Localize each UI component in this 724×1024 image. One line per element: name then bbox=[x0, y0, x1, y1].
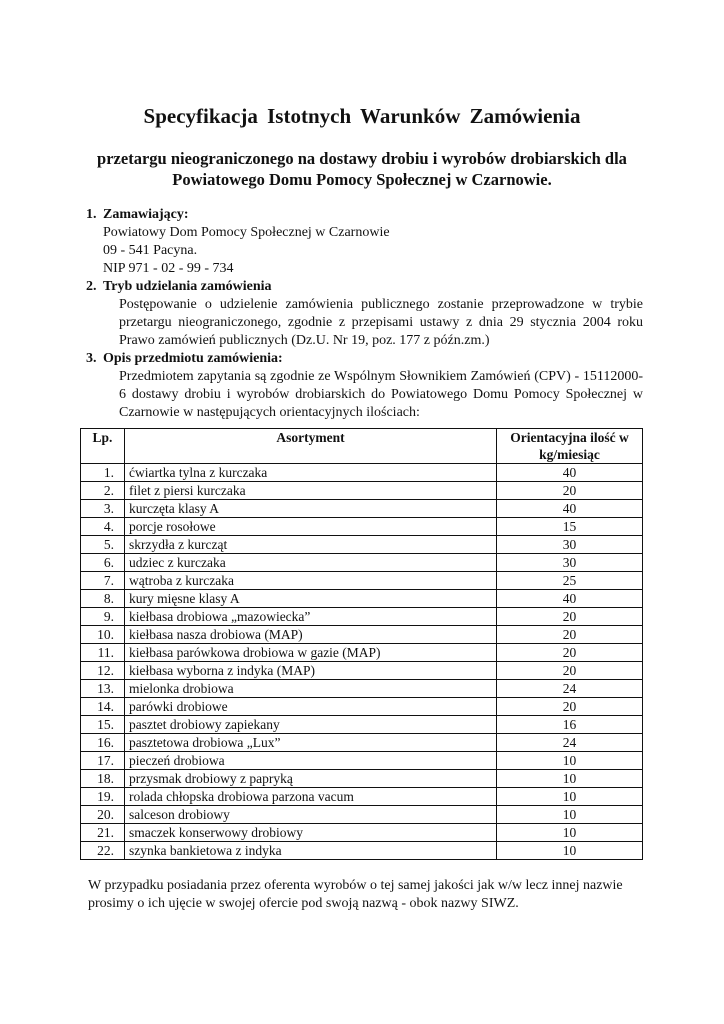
row-assortment: kury mięsne klasy A bbox=[125, 590, 497, 608]
row-assortment: kiełbasa wyborna z indyka (MAP) bbox=[125, 662, 497, 680]
table-row bbox=[81, 536, 643, 554]
row-assortment: ćwiartka tylna z kurczaka bbox=[125, 464, 497, 482]
row-number: 19. bbox=[81, 788, 125, 806]
row-assortment: pasztet drobiowy zapiekany bbox=[125, 716, 497, 734]
row-assortment: kiełbasa parówkowa drobiowa w gazie (MAP) bbox=[125, 644, 497, 662]
table-header-row bbox=[81, 429, 643, 464]
authority-address: 09 - 541 Pacyna. bbox=[103, 243, 198, 258]
row-number: 5. bbox=[81, 536, 125, 554]
row-number: 14. bbox=[81, 698, 125, 716]
row-assortment: smaczek konserwowy drobiowy bbox=[125, 824, 497, 842]
table-row bbox=[81, 716, 643, 734]
row-number: 1. bbox=[81, 464, 125, 482]
row-number: 17. bbox=[81, 752, 125, 770]
table-row bbox=[81, 662, 643, 680]
row-assortment: porcje rosołowe bbox=[125, 518, 497, 536]
row-number: 7. bbox=[81, 572, 125, 590]
row-quantity: 30 bbox=[497, 554, 643, 572]
row-quantity: 20 bbox=[497, 608, 643, 626]
row-quantity: 40 bbox=[497, 500, 643, 518]
row-assortment: parówki drobiowe bbox=[125, 698, 497, 716]
table-row bbox=[81, 572, 643, 590]
row-number: 8. bbox=[81, 590, 125, 608]
row-quantity: 10 bbox=[497, 806, 643, 824]
row-number: 2. bbox=[81, 482, 125, 500]
section-heading: Opis przedmiotu zamówienia: bbox=[103, 351, 283, 366]
table-row bbox=[81, 824, 643, 842]
header-lp: Lp. bbox=[81, 429, 125, 464]
section-number: 1. bbox=[86, 207, 97, 222]
table-row bbox=[81, 770, 643, 788]
row-number: 10. bbox=[81, 626, 125, 644]
row-quantity: 25 bbox=[497, 572, 643, 590]
row-assortment: przysmak drobiowy z papryką bbox=[125, 770, 497, 788]
section-contracting-authority bbox=[86, 206, 646, 278]
row-quantity: 24 bbox=[497, 734, 643, 752]
table-row bbox=[81, 734, 643, 752]
table-row bbox=[81, 482, 643, 500]
subtitle-line-2: Powiatowego Domu Pomocy Społecznej w Czarnowie. bbox=[172, 170, 552, 189]
header-quantity bbox=[497, 429, 643, 464]
row-assortment: pieczeń drobiowa bbox=[125, 752, 497, 770]
row-assortment: mielonka drobiowa bbox=[125, 680, 497, 698]
table-row bbox=[81, 518, 643, 536]
subtitle-line-1: przetargu nieograniczonego na dostawy drobiu i wyrobów drobiarskich dla bbox=[97, 149, 627, 168]
assortment-table bbox=[80, 428, 643, 860]
row-assortment: kurczęta klasy A bbox=[125, 500, 497, 518]
table-row bbox=[81, 554, 643, 572]
section-procedure-mode bbox=[86, 278, 643, 350]
table-row bbox=[81, 680, 643, 698]
table-row bbox=[81, 698, 643, 716]
row-number: 12. bbox=[81, 662, 125, 680]
row-assortment: pasztetowa drobiowa „Lux” bbox=[125, 734, 497, 752]
row-assortment: rolada chłopska drobiowa parzona vacum bbox=[125, 788, 497, 806]
table-row bbox=[81, 644, 643, 662]
row-number: 3. bbox=[81, 500, 125, 518]
section-heading: Tryb udzielania zamówienia bbox=[103, 279, 272, 294]
row-assortment: udziec z kurczaka bbox=[125, 554, 497, 572]
row-quantity: 30 bbox=[497, 536, 643, 554]
document-subtitle bbox=[70, 148, 654, 190]
row-quantity: 24 bbox=[497, 680, 643, 698]
table-row bbox=[81, 788, 643, 806]
row-number: 11. bbox=[81, 644, 125, 662]
row-number: 9. bbox=[81, 608, 125, 626]
row-number: 16. bbox=[81, 734, 125, 752]
table-row bbox=[81, 842, 643, 860]
row-assortment: szynka bankietowa z indyka bbox=[125, 842, 497, 860]
row-assortment: filet z piersi kurczaka bbox=[125, 482, 497, 500]
row-number: 15. bbox=[81, 716, 125, 734]
row-quantity: 20 bbox=[497, 698, 643, 716]
authority-nip: NIP 971 - 02 - 99 - 734 bbox=[103, 261, 234, 276]
section-number: 3. bbox=[86, 351, 97, 366]
row-assortment: kiełbasa drobiowa „mazowiecka” bbox=[125, 608, 497, 626]
row-number: 13. bbox=[81, 680, 125, 698]
row-assortment: skrzydła z kurcząt bbox=[125, 536, 497, 554]
row-number: 22. bbox=[81, 842, 125, 860]
row-number: 6. bbox=[81, 554, 125, 572]
row-quantity: 20 bbox=[497, 626, 643, 644]
table-row bbox=[81, 752, 643, 770]
row-quantity: 10 bbox=[497, 824, 643, 842]
table-row bbox=[81, 608, 643, 626]
row-assortment: wątroba z kurczaka bbox=[125, 572, 497, 590]
row-quantity: 20 bbox=[497, 662, 643, 680]
row-quantity: 40 bbox=[497, 590, 643, 608]
row-number: 20. bbox=[81, 806, 125, 824]
table-row bbox=[81, 464, 643, 482]
footer-note: W przypadku posiadania przez oferenta wyrobów o tej samej jakości jak w/w lecz innej nazwie prosimy o ich ujęcie w swojej ofercie pod swoją nazwą - obok nazwy SIWZ. bbox=[88, 878, 623, 911]
table-body bbox=[81, 464, 643, 860]
row-quantity: 20 bbox=[497, 482, 643, 500]
header-assortment: Asortyment bbox=[125, 429, 497, 464]
table-row bbox=[81, 590, 643, 608]
row-number: 21. bbox=[81, 824, 125, 842]
section-order-description bbox=[86, 350, 643, 422]
order-description-text: Przedmiotem zapytania są zgodnie ze Wspólnym Słownikiem Zamówień (CPV) - 15112000-6 dostawy drobiu i wyrobów drobiarskich do Powiatowego Domu Pomocy Społecznej w Czarnowie w następujących orientacyjnych ilościach: bbox=[119, 369, 643, 420]
header-quantity-line-1: Orientacyjna ilość w bbox=[510, 430, 629, 445]
document-title: Specyfikacja Istotnych Warunków Zamówienia bbox=[143, 104, 581, 128]
row-quantity: 10 bbox=[497, 770, 643, 788]
procedure-text: Postępowanie o udzielenie zamówienia publicznego zostanie przeprowadzone w trybie przetargu nieograniczonego, zgodnie z przepisami ustawy z dnia 29 stycznia 2004 roku Prawo zamówień publicznych (Dz.U. Nr 19, poz. 177 z późn.zm.) bbox=[119, 297, 643, 348]
row-quantity: 10 bbox=[497, 842, 643, 860]
header-quantity-line-2: kg/miesiąc bbox=[539, 447, 600, 462]
table-row bbox=[81, 500, 643, 518]
authority-name: Powiatowy Dom Pomocy Społecznej w Czarnowie bbox=[103, 225, 390, 240]
row-quantity: 10 bbox=[497, 788, 643, 806]
row-assortment: kiełbasa nasza drobiowa (MAP) bbox=[125, 626, 497, 644]
row-quantity: 20 bbox=[497, 644, 643, 662]
row-quantity: 10 bbox=[497, 752, 643, 770]
row-number: 4. bbox=[81, 518, 125, 536]
row-quantity: 16 bbox=[497, 716, 643, 734]
row-quantity: 15 bbox=[497, 518, 643, 536]
row-quantity: 40 bbox=[497, 464, 643, 482]
table-row bbox=[81, 806, 643, 824]
table-row bbox=[81, 626, 643, 644]
section-number: 2. bbox=[86, 279, 97, 294]
row-number: 18. bbox=[81, 770, 125, 788]
section-heading: Zamawiający: bbox=[103, 207, 189, 222]
row-assortment: salceson drobiowy bbox=[125, 806, 497, 824]
